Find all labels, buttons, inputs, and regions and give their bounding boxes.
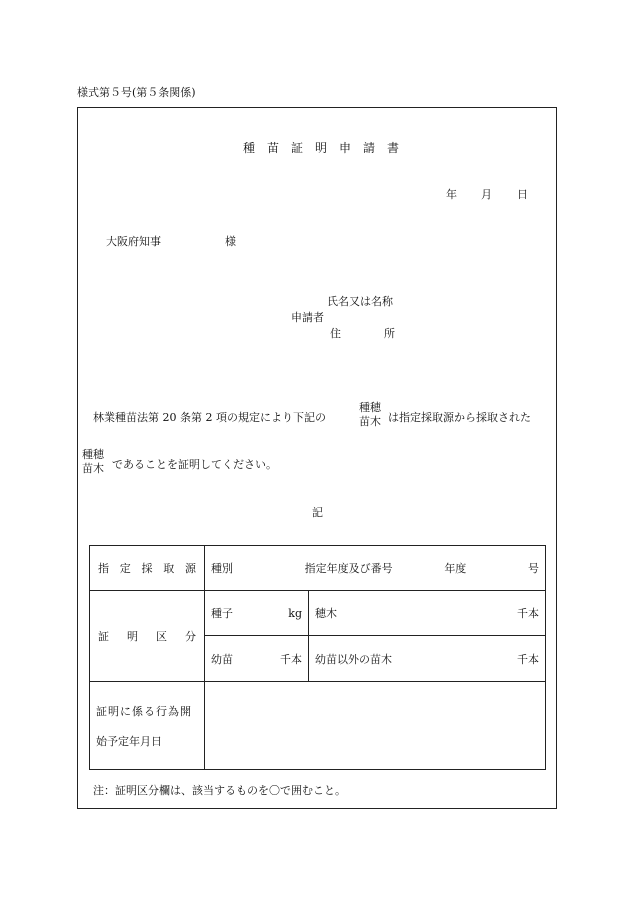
- designated-source-value: [205, 546, 546, 591]
- statement-choice-2: [82, 448, 104, 476]
- form-number: 様式第５号(第５条関係): [77, 86, 196, 99]
- scion-unit: 千本: [517, 607, 539, 620]
- other-seedling-label: 幼苗以外の苗木: [315, 652, 392, 666]
- statement-part3: であることを証明してください。: [112, 458, 277, 471]
- certification-table: [89, 545, 546, 770]
- table-row: [90, 591, 546, 636]
- label-char: 定: [119, 562, 131, 575]
- label-char: 指: [98, 562, 109, 575]
- label-char: 明: [127, 630, 138, 643]
- applicant-name-label: 氏名又は名称: [327, 295, 393, 308]
- kind-label: 種別: [211, 562, 233, 575]
- label-char: 取: [163, 562, 175, 575]
- seed-cell: [205, 591, 309, 636]
- start-date-line-2: 始予定年月日: [96, 734, 162, 748]
- seed-unit: kg: [288, 606, 302, 620]
- other-seedling-cell: [309, 636, 546, 682]
- designated-source-label: [90, 546, 205, 591]
- table-row: [90, 546, 546, 591]
- designated-source-text: [98, 560, 196, 576]
- form-title: 種 苗 証 明 申 請 書: [243, 141, 400, 155]
- applicant-address-label-2: 所: [384, 327, 395, 340]
- addressee-honorific: 様: [225, 235, 236, 248]
- choice-seedling: 苗木: [359, 415, 381, 428]
- addressee-name: 大阪府知事: [106, 235, 161, 248]
- scion-label: 穂木: [315, 607, 337, 620]
- statement-choice-1: [359, 401, 381, 429]
- year-number-label: 指定年度及び番号: [304, 562, 393, 575]
- choice-scion-2: 種穂: [82, 448, 104, 461]
- certification-category-label: [90, 591, 205, 682]
- start-date-line-1: 証明に係る行為開: [96, 704, 192, 718]
- ki-label: 記: [312, 506, 323, 519]
- seedling-cell: [205, 636, 309, 682]
- scion-cell: [309, 591, 546, 636]
- start-date-label: [90, 682, 205, 770]
- seed-label: 種子: [211, 607, 233, 620]
- certification-category-text: [98, 628, 196, 644]
- label-char: 分: [185, 630, 196, 643]
- label-char: 区: [156, 630, 167, 643]
- applicant-label: 申請者: [291, 311, 324, 324]
- seedling-label: 幼苗: [211, 652, 233, 666]
- date-day: 日: [517, 188, 528, 201]
- number-label: 号: [527, 562, 539, 575]
- date-month: 月: [481, 188, 492, 201]
- year-label: 年度: [444, 562, 467, 575]
- seedling-unit: 千本: [280, 652, 302, 666]
- label-char: 証: [98, 630, 109, 643]
- label-char: 採: [141, 562, 153, 575]
- applicant-address-label-1: 住: [330, 327, 341, 340]
- label-char: 源: [185, 562, 196, 575]
- choice-seedling-2: 苗木: [82, 462, 104, 475]
- date-year: 年: [446, 188, 457, 201]
- start-date-value: [205, 682, 546, 770]
- statement-part2: は指定採取源から採取された: [388, 411, 531, 424]
- other-seedling-unit: 千本: [517, 652, 539, 666]
- footnote: 注：証明区分欄は、該当するものを〇で囲むこと。: [93, 784, 346, 797]
- table-row: [90, 682, 546, 770]
- statement-part1: 林業種苗法第 20 条第 2 項の規定により下記の: [93, 411, 326, 424]
- choice-scion: 種穂: [359, 401, 381, 414]
